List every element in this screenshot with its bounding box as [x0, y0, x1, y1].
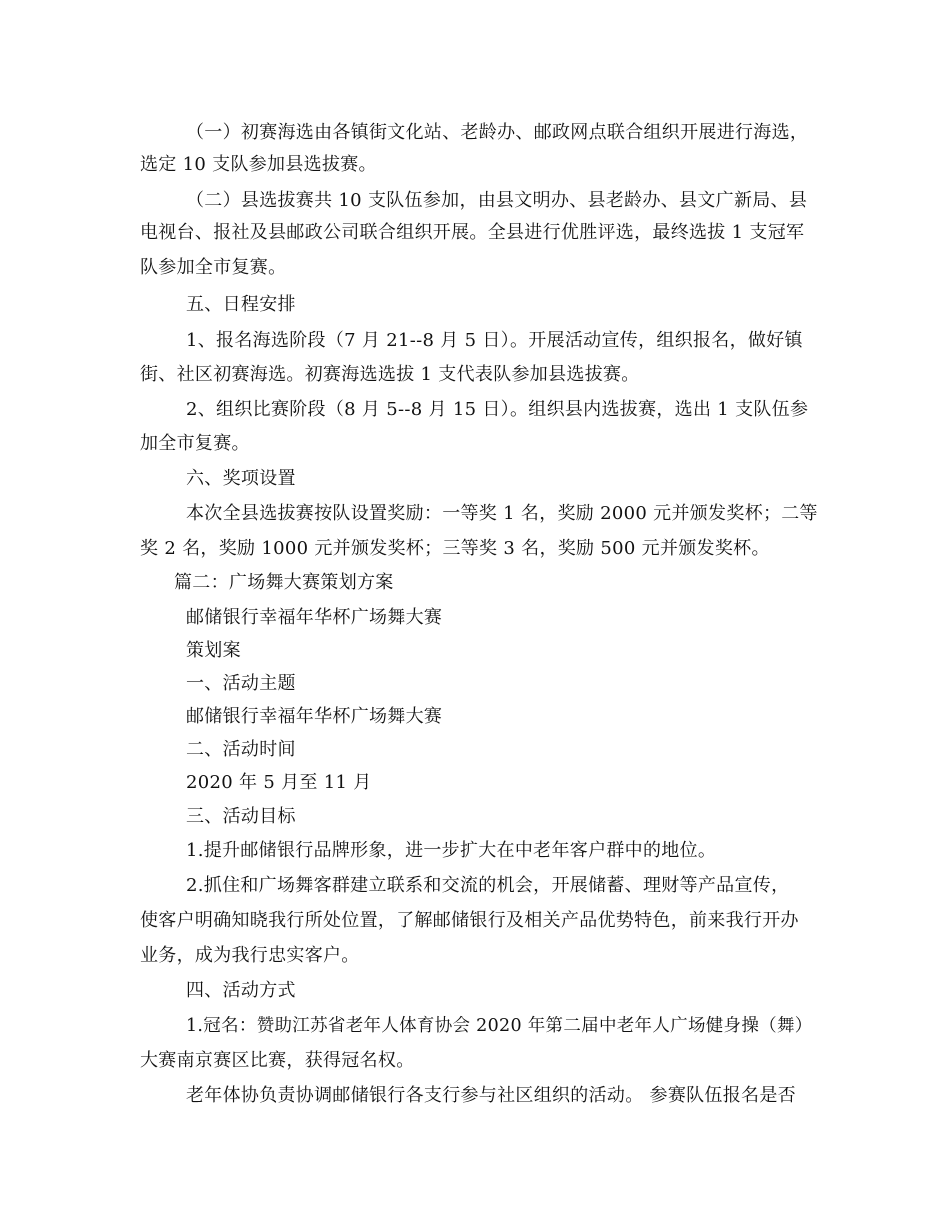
text-line: 邮储银行幸福年华杯广场舞大赛 — [186, 706, 443, 727]
text-line: （二）县选拔赛共 10 支队伍参加，由县文明办、县老龄办、县文广新局、县 — [186, 190, 808, 211]
text-line: 选定 10 支队参加县选拔赛。 — [140, 154, 377, 175]
section-heading: 六、奖项设置 — [186, 468, 296, 489]
text-line: 2、组织比赛阶段（8 月 5--8 月 15 日）。组织县内选拔赛，选出 1 支队伍参 — [186, 399, 809, 420]
text-line: 策划案 — [186, 640, 241, 661]
text-line: 2.抓住和广场舞客群建立联系和交流的机会，开展储蓄、理财等产品宣传， — [186, 875, 790, 896]
text-line: 1、报名海选阶段（7 月 21--8 月 5 日）。开展活动宣传，组织报名，做好镇 — [186, 330, 803, 351]
text-line: 1.提升邮储银行品牌形象，进一步扩大在中老年客户群中的地位。 — [186, 840, 717, 861]
text-line: 2020 年 5 月至 11 月 — [186, 772, 372, 793]
text-line: 街、社区初赛海选。初赛海选选拔 1 支代表队参加县选拔赛。 — [140, 364, 640, 385]
text-line: 队参加全市复赛。 — [140, 257, 287, 278]
article-title: 篇二：广场舞大赛策划方案 — [174, 572, 394, 593]
text-line: 奖 2 名，奖励 1000 元并颁发奖杯；三等奖 3 名，奖励 500 元并颁发奖杯。 — [140, 538, 770, 559]
text-line: 大赛南京赛区比赛，获得冠名权。 — [140, 1050, 415, 1071]
text-line: 老年体协负责协调邮储银行各支行参与社区组织的活动。 参赛队伍报名是否 — [186, 1085, 796, 1106]
text-line: 本次全县选拔赛按队设置奖励：一等奖 1 名，奖励 2000 元并颁发奖杯；二等 — [186, 503, 818, 524]
section-heading: 五、日程安排 — [186, 294, 296, 315]
text-line: 使客户明确知晓我行所处位置，了解邮储银行及相关产品优势特色，前来我行开办 — [140, 910, 799, 931]
text-line: 邮储银行幸福年华杯广场舞大赛 — [186, 607, 443, 628]
text-line: 1.冠名：赞助江苏省老年人体育协会 2020 年第二届中老年人广场健身操（舞） — [186, 1016, 813, 1036]
section-heading: 一、活动主题 — [186, 673, 296, 694]
section-heading: 二、活动时间 — [186, 739, 296, 760]
text-line: 电视台、报社及县邮政公司联合组织开展。全县进行优胜评选，最终选拔 1 支冠军 — [140, 222, 805, 243]
section-heading: 三、活动目标 — [186, 806, 296, 827]
text-line: 加全市复赛。 — [140, 433, 250, 454]
text-line: （一）初赛海选由各镇街文化站、老龄办、邮政网点联合组织开展进行海选， — [186, 122, 809, 143]
text-line: 业务，成为我行忠实客户。 — [140, 945, 360, 966]
section-heading: 四、活动方式 — [186, 980, 296, 1001]
